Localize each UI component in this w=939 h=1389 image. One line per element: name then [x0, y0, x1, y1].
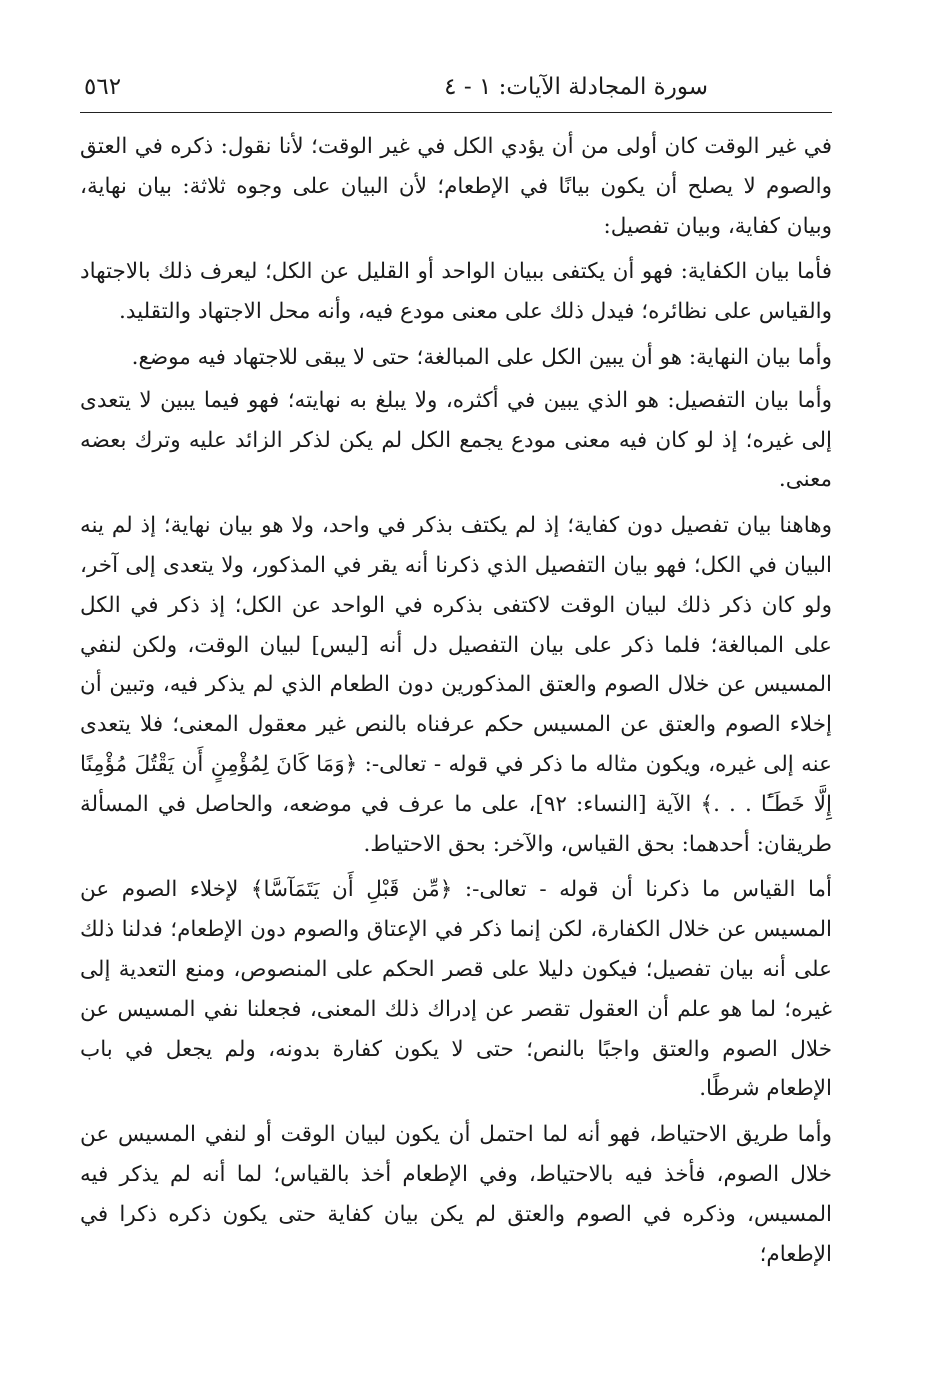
- paragraph-continuation: في غير الوقت كان أولى من أن يؤدي الكل في غير الوقت؛ لأنا نقول: ذكره في العتق والصوم لا يصلح أن يكون بيانًا في الإطعام؛ لأن البيان على وجوه ثلاثة: بيان نهاية، وبيان كفاية، وبيان تفصيل:: [80, 134, 832, 239]
- page-number: ٥٦٢: [84, 74, 122, 100]
- paragraph-ihtiyat: وأما طريق الاحتياط، فهو أنه لما احتمل أن يكون لبيان الوقت أو لنفي المسيس عن خلال الصوم، فأخذ فيه بالاحتياط، وفي الإطعام أخذ بالقياس؛ لما أنه لم يذكر فيه المسيس، وذكره في الصوم والعتق لم يكن بيان كفاية حتى يكون ذكره ذكرا في الإطعام؛: [80, 1122, 832, 1267]
- paragraph-discussion: وهاهنا بيان تفصيل دون كفاية؛ إذ لم يكتف بذكر في واحد، ولا هو بيان نهاية؛ إذ لم ينه البيان في الكل؛ فهو بيان التفصيل الذي ذكرنا أنه يقر في المذكور، ولا يتعدى إلى آخر، ولو كان ذكر ذلك لبيان الوقت لاكتفى بذكره في الواحد عن الكل؛ إذ ذكر في الكل على المبالغة؛ فلما ذكر على بيان التفصيل دل أنه [ليس] لبيان الوقت، ولكن لنفي المسيس عن خلال الصوم والعتق المذكورين دون الطعام الذي لم يذكر فيه، وتبين أن إخلاء الصوم والعتق عن المسيس حكم عرفناه بالنص غير معقول المعنى؛ فلا يتعدى عنه إلى غيره، ويكون مثاله ما ذكر في قوله - تعالى-: ﴿وَمَا كَانَ لِمُؤْمِنٍ أَن يَقْتُلَ مُؤْمِنًا إِلَّا خَطَـًٔا . . .﴾ الآية [النساء: ٩٢]، على ما عرف في موضعه، والحاصل في المسألة طريقان: أحدهما: بحق القياس، والآخر: بحق الاحتياط.: [80, 513, 833, 857]
- page-header: [80, 60, 832, 113]
- paragraph-qiyas: أما القياس ما ذكرنا أن قوله - تعالى-: ﴿مِّن قَبْلِ أَن يَتَمَآسَّا﴾ لإخلاء الصوم عن المسيس عن خلال الكفارة، لكن إنما ذكر في الإعتاق والصوم دون الإطعام؛ فدلنا ذلك على أنه بيان تفصيل؛ فيكون دليلا على قصر الحكم على المنصوص، ومنع التعدية إلى غيره؛ لما هو علم أن العقول تقصر عن إدراك ذلك المعنى، فجعلنا نفي المسيس عن خلال الصوم والعتق واجبًا بالنص؛ حتى لا يكون كفارة بدونه، ولم يجعل في باب الإطعام شرطًا.: [80, 877, 832, 1102]
- running-title: سورة المجادلة الآيات: ١ - ٤: [444, 74, 708, 100]
- page-body: [80, 127, 832, 1274]
- document-page: [80, 60, 832, 1360]
- paragraph-bayan-nihaya: وأما بيان النهاية: هو أن يبين الكل على المبالغة؛ حتى لا يبقى للاجتهاد فيه موضع.: [131, 344, 832, 370]
- paragraph-bayan-kifaya: فأما بيان الكفاية: فهو أن يكتفى ببيان الواحد أو القليل عن الكل؛ ليعرف ذلك بالاجتهاد والقياس على نظائره؛ فيدل ذلك على معنى مودع فيه، وأنه محل الاجتهاد والتقليد.: [80, 259, 832, 325]
- paragraph-bayan-tafsil: وأما بيان التفصيل: هو الذي يبين في أكثره، ولا يبلغ به نهايته؛ فهو فيما يبين لا يتعدى إلى غيره؛ إذ لو كان فيه معنى مودع يجمع الكل لم يكن لذكر الزائد عليه وترك بعضه معنى.: [80, 387, 832, 493]
